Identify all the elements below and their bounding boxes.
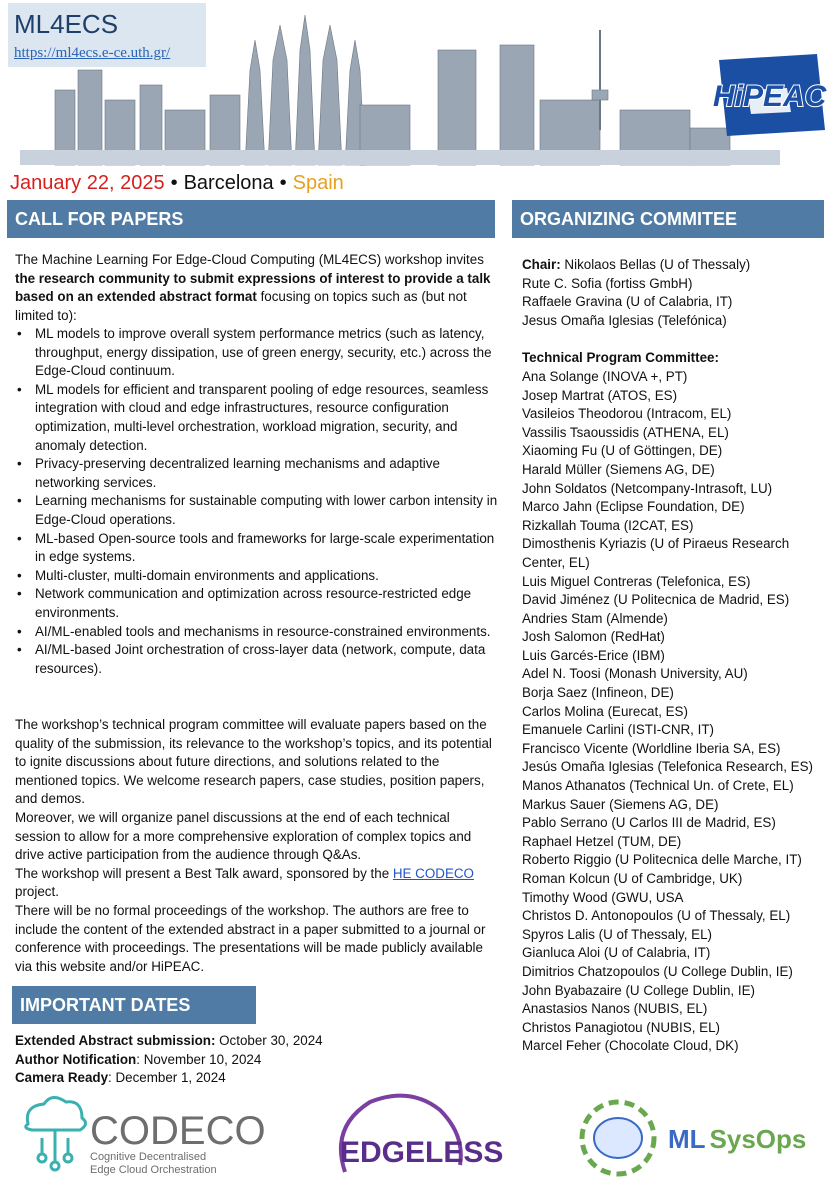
date-item (15, 1069, 495, 1088)
date-item (15, 1032, 495, 1051)
tpc-member: Pablo Serrano (U Carlos III de Madrid, ES) (522, 815, 776, 831)
event-country: Spain (292, 172, 344, 194)
tpc-member: Rizkallah Touma (I2CAT, ES) (522, 517, 694, 533)
codeco-logo (26, 1097, 266, 1176)
tpc-member: Vassilis Tsaoussidis (ATHENA, EL) (522, 424, 729, 440)
topic-text: ML models for efficient and transparent pooling of edge resources, seamless integration with cloud and edge infrastructures, resource configuration optimization, multi-level orchestration, workload migration, security, and anomaly detection. (35, 381, 489, 453)
event-date-location (10, 172, 344, 195)
tpc-member: John Byabazaire (U College Dublin, IE) (522, 982, 755, 998)
panel-paragraph: Moreover, we will organize panel discussions at the end of each technical session to allow for a more comprehensive exploration of complex topics and drive active participation from the audience through Q&As. (15, 809, 472, 863)
proceedings-paragraph: There will be no formal proceedings of the workshop. The authors are free to include the content of the extended abstract in a paper submitted to a journal or conference with proceedings. The presentations will be made publicly available via this website and/or HiPEAC. (15, 902, 486, 974)
important-dates-heading: IMPORTANT DATES (12, 986, 256, 1024)
tpc-member: Josh Salomon (RedHat) (522, 629, 665, 645)
bullet-separator: • (170, 172, 178, 194)
date-value: : December 1, 2024 (108, 1070, 226, 1086)
organizing-committee-list (522, 256, 822, 1056)
brain-icon (594, 1118, 642, 1158)
tpc-member: Borja Saez (Infineon, DE) (522, 685, 674, 701)
title-box (8, 3, 206, 67)
topic-text: AI/ML-based Joint orchestration of cross-layer data (network, compute, data resources). (35, 642, 486, 676)
tpc-member: John Soldatos (Netcompany-Intrasoft, LU) (522, 480, 773, 496)
tpc-member: Gianluca Aloi (U of Calabria, IT) (522, 945, 711, 961)
codeco-tagline-1: Cognitive Decentralised (90, 1151, 207, 1163)
chair-name: Nikolaos Bellas (U of Thessaly) (560, 257, 751, 272)
award-paragraph (15, 865, 495, 902)
tpc-member: Roberto Riggio (U Politecnica delle Marche, IT) (522, 852, 802, 868)
date-item (15, 1051, 495, 1070)
list-item (15, 641, 500, 678)
bullet-icon: • (17, 456, 22, 472)
bullet-icon: • (17, 381, 22, 397)
tpc-member: Carlos Molina (Eurecat, ES) (522, 703, 688, 719)
event-city: Barcelona (183, 172, 274, 194)
date-label: Camera Ready (15, 1070, 109, 1086)
project-logos (0, 1092, 835, 1200)
tpc-member: Ana Solange (INOVA +, PT) (522, 368, 688, 384)
tpc-member: Jesús Omaña Iglesias (Telefonica Research, ES) (522, 759, 814, 775)
award-text: The workshop will present a Best Talk award, sponsored by the (15, 865, 393, 881)
page-title: ML4ECS (14, 9, 119, 39)
website-link[interactable]: https://ml4ecs.e-ce.uth.gr/ (14, 45, 171, 61)
tpc-member: Raphael Hetzel (TUM, DE) (522, 833, 682, 849)
tpc-member: Anastasios Nanos (NUBIS, EL) (522, 1001, 708, 1017)
tpc-member: Dimosthenis Kyriazis (U of Piraeus Research Center, EL) (522, 536, 790, 570)
tpc-member: Manos Athanatos (Technical Un. of Crete, EL) (522, 778, 794, 794)
award-text-end: project. (15, 884, 59, 900)
bullet-icon: • (17, 530, 22, 546)
tpc-member: Christos Panagiotou (NUBIS, EL) (522, 1019, 720, 1035)
bullet-icon: • (17, 623, 22, 639)
tpc-member: Josep Martrat (ATOS, ES) (522, 387, 678, 403)
hipeac-logo (707, 50, 829, 140)
date-label: Author Notification (15, 1051, 137, 1067)
organizing-committee-heading: ORGANIZING COMMITEE (512, 200, 824, 238)
tpc-member: Xiaoming Fu (U of Göttingen, DE) (522, 443, 723, 459)
edgeless-logo (340, 1096, 503, 1172)
list-item (15, 381, 500, 455)
tpc-member: David Jiménez (U Politecnica de Madrid, ES) (522, 592, 790, 608)
event-date: January 22, 2025 (10, 172, 165, 194)
chair-label: Chair: (522, 257, 561, 272)
tpc-member: Vasileios Theodorou (Intracom, EL) (522, 406, 732, 422)
cfp-intro (15, 251, 495, 325)
committee-member: Jesus Omaña Iglesias (Telefónica) (522, 312, 727, 328)
bullet-icon: • (17, 642, 22, 658)
date-value: : November 10, 2024 (136, 1051, 262, 1067)
tpc-member: Emanuele Carlini (ISTI-CNR, IT) (522, 722, 714, 738)
edgeless-name: EDGELESS (340, 1136, 504, 1169)
hipeac-logo-text: HiPEAC (713, 80, 827, 113)
codeco-tagline-2: Edge Cloud Orchestration (90, 1164, 217, 1176)
tpc-member: Timothy Wood (GWU, USA (522, 889, 684, 905)
bullet-icon: • (17, 493, 22, 509)
cfp-details (15, 716, 495, 976)
topic-text: AI/ML-enabled tools and mechanisms in resource-constrained environments. (35, 623, 491, 639)
list-item (15, 325, 500, 381)
committee-member: Raffaele Gravina (U of Calabria, IT) (522, 294, 733, 310)
topic-text: Privacy-preserving decentralized learning mechanisms and adaptive networking services. (35, 456, 440, 490)
tpc-member: Spyros Lalis (U of Thessaly, EL) (522, 926, 713, 942)
list-item (15, 492, 500, 529)
tpc-member: Markus Sauer (Siemens AG, DE) (522, 796, 719, 812)
topic-text: Network communication and optimization across resource-restricted edge environments. (35, 586, 472, 620)
mlsysops-logo (582, 1102, 806, 1174)
bullet-icon: • (17, 326, 22, 341)
list-item (15, 585, 500, 622)
evaluation-paragraph: The workshop’s technical program committee will evaluate papers based on the quality of the submission, its relevance to the workshop’s topics, and its potential to ignite discussions about future directions, and solutions related to the mentioned topics. We welcome research papers, case studies, position papers, and demos. (15, 717, 492, 807)
topic-text: Multi-cluster, multi-domain environments and applications. (35, 567, 379, 583)
call-for-papers-heading: CALL FOR PAPERS (7, 200, 495, 238)
list-item (15, 530, 500, 567)
cfp-intro-end: focusing on topics such as (but not limited to): (15, 289, 467, 323)
tpc-member: Harald Müller (Siemens AG, DE) (522, 461, 715, 477)
topic-text: ML-based Open-source tools and frameworks for large-scale experimentation in edge systems. (35, 530, 495, 565)
cloud-network-icon (26, 1097, 86, 1170)
codeco-name: CODECO (90, 1109, 266, 1153)
spacer (522, 330, 822, 349)
codeco-link[interactable]: HE CODECO (392, 865, 474, 881)
topics-list (15, 325, 500, 678)
date-label: Extended Abstract submission: (15, 1033, 216, 1048)
tpc-member: Adel N. Toosi (Monash University, AU) (522, 666, 748, 682)
tpc-member: Christos D. Antonopoulos (U of Thessaly, EL) (522, 908, 791, 924)
tpc-member: Andries Stam (Almende) (522, 610, 668, 626)
topic-text: Learning mechanisms for sustainable computing with lower carbon intensity in Edge-Cloud operations. (35, 493, 498, 527)
tpc-member: Marco Jahn (Eclipse Foundation, DE) (522, 499, 745, 515)
list-item (15, 455, 500, 492)
topic-text: ML models to improve overall system performance metrics (such as latency, throughput, energy dissipation, use of green energy, security, etc.) across the Edge-Cloud continuum. (35, 326, 492, 379)
important-dates-list (15, 1032, 495, 1088)
date-value: October 30, 2024 (215, 1033, 323, 1048)
tpc-heading: Technical Program Committee: (522, 350, 719, 366)
cfp-intro-start: The Machine Learning For Edge-Cloud Computing (ML4ECS) workshop invites (15, 252, 484, 267)
tpc-member: Luis Miguel Contreras (Telefonica, ES) (522, 573, 751, 589)
tpc-member: Marcel Feher (Chocolate Cloud, DK) (522, 1038, 739, 1054)
bullet-separator: • (279, 172, 287, 194)
committee-member: Rute C. Sofia (fortiss GmbH) (522, 275, 693, 291)
tpc-member: Luis Garcés-Erice (IBM) (522, 647, 665, 663)
tpc-member: Roman Kolcun (U of Cambridge, UK) (522, 871, 743, 886)
bullet-icon: • (17, 586, 22, 602)
list-item (15, 623, 500, 642)
mlsysops-name: ML SysOps (668, 1124, 807, 1154)
tpc-member: Francisco Vicente (Worldline Iberia SA, ES) (522, 740, 781, 756)
tpc-member: Dimitrios Chatzopoulos (U College Dublin, IE) (522, 963, 793, 979)
bullet-icon: • (17, 567, 22, 583)
chair-line (522, 256, 822, 275)
cfp-intro-bold: the research community to submit expressions of interest to provide a talk based on an extended abstract format (15, 270, 491, 305)
list-item (15, 567, 500, 586)
